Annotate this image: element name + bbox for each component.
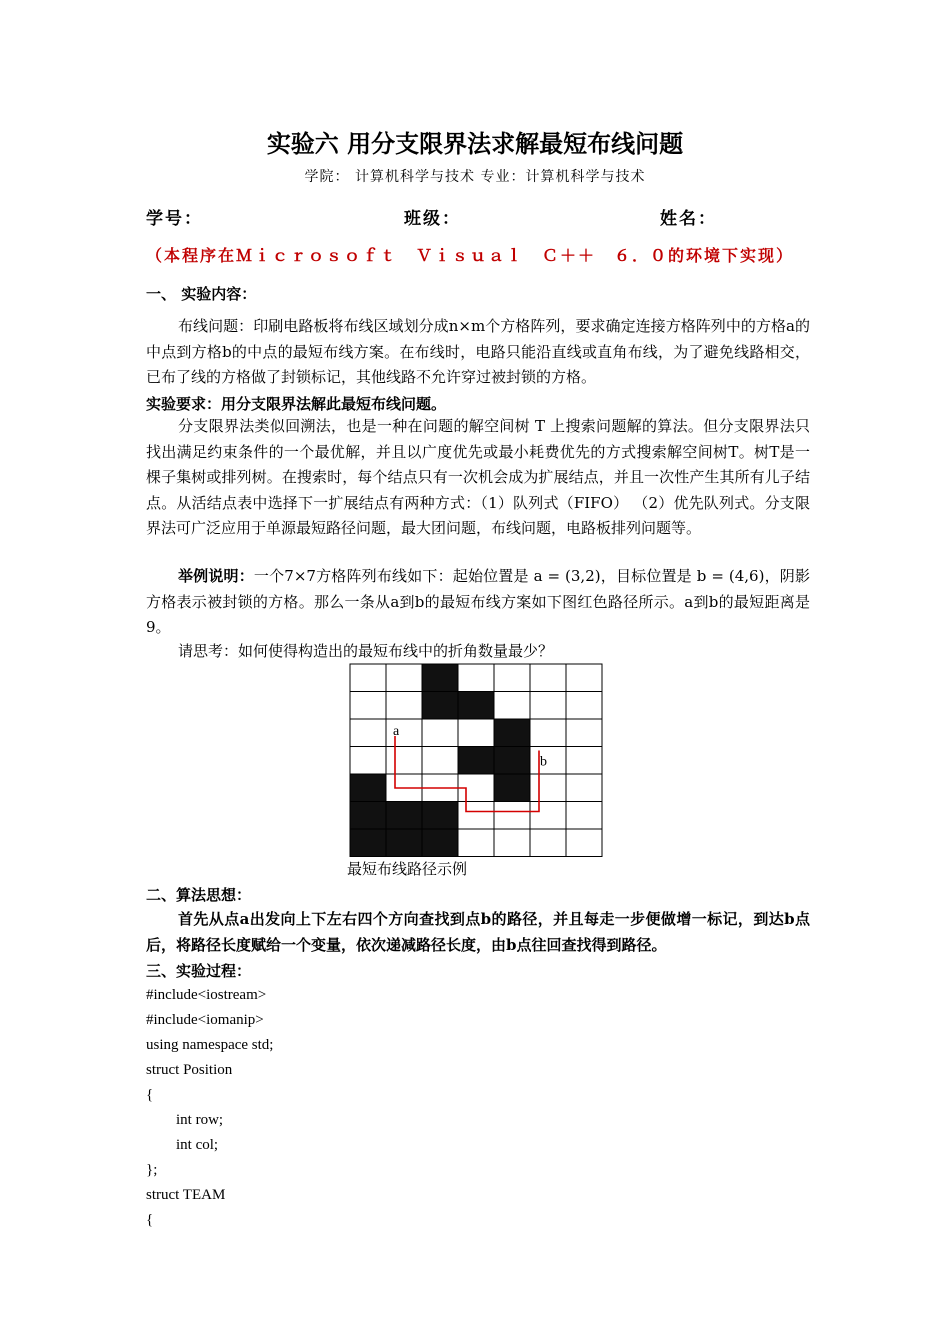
code-line: struct TEAM xyxy=(146,1187,226,1203)
grid-cell xyxy=(566,692,602,720)
grid-cell xyxy=(350,747,386,775)
grid-cell xyxy=(530,802,566,830)
grid-cell xyxy=(386,747,422,775)
class-label: 班级： xyxy=(404,209,461,229)
grid-cell xyxy=(386,664,422,692)
code-line: { xyxy=(146,1087,154,1103)
grid-cell xyxy=(494,802,530,830)
blocked-cell xyxy=(494,747,530,775)
blocked-cell xyxy=(458,747,494,775)
example-text: 一个7×7方格阵列布线如下：起始位置是 a = (3,2)，目标位置是 b = (4,6)，阴影方格表示被封锁的方格。那么一条从a到b的最短布线方案如下图红色路径所示。a到b的最短距离是9。 xyxy=(146,567,810,636)
code-block xyxy=(146,983,273,1233)
grid-cell xyxy=(458,802,494,830)
grid-cell xyxy=(530,692,566,720)
example-label: 举例说明： xyxy=(178,567,254,585)
student-id-label: 学号： xyxy=(146,209,203,229)
blocked-cell xyxy=(422,664,458,692)
wiring-problem-paragraph: 布线问题：印刷电路板将布线区域划分成n×m个方格阵列，要求确定连接方格阵列中的方格a的中点到方格b的中点的最短布线方案。在布线时，电路只能沿直线或直角布线，为了避免线路相交，已布了线的方格做了封锁标记，其他线路不允许穿过被封锁的方格。 xyxy=(146,317,810,386)
grid-cell xyxy=(458,664,494,692)
grid-cell xyxy=(494,829,530,857)
label-a: a xyxy=(393,724,400,739)
environment-note: （本程序在Ｍｉｃｒｏｓｏｆｔ Ｖｉｓｕａｌ Ｃ＋＋ ６．０的环境下实现） xyxy=(146,246,795,265)
example-paragraph xyxy=(146,564,810,641)
blocked-cell xyxy=(422,692,458,720)
blocked-cell xyxy=(350,802,386,830)
code-line: int row; xyxy=(146,1112,224,1128)
blocked-cell xyxy=(386,802,422,830)
grid-cell xyxy=(566,747,602,775)
section3-heading: 三、实验过程： xyxy=(146,962,252,980)
code-line: #include<iostream> xyxy=(146,987,267,1003)
wiring-grid-figure xyxy=(349,663,603,857)
blocked-cell xyxy=(350,774,386,802)
grid-cell xyxy=(530,719,566,747)
grid-cell xyxy=(422,747,458,775)
section2-heading: 二、算法思想： xyxy=(146,886,252,904)
grid-cell xyxy=(530,747,566,775)
figure-caption: 最短布线路径示例 xyxy=(347,860,468,878)
grid-cell xyxy=(458,719,494,747)
grid-cell xyxy=(350,719,386,747)
blocked-cell xyxy=(458,692,494,720)
grid-cell xyxy=(386,692,422,720)
grid-cell xyxy=(566,719,602,747)
grid-cell xyxy=(566,802,602,830)
code-line: int col; xyxy=(146,1137,219,1153)
requirement-line: 实验要求：用分支限界法解此最短布线问题。 xyxy=(146,395,447,413)
code-line: #include<iomanip> xyxy=(146,1012,264,1028)
code-line: struct Position xyxy=(146,1062,233,1078)
grid-cell xyxy=(494,692,530,720)
subtitle: 学院： 计算机科学与技术 专业：计算机科学与技术 xyxy=(304,169,646,185)
grid-cell xyxy=(386,719,422,747)
blocked-cell xyxy=(422,802,458,830)
branch-bound-paragraph: 分支限界法类似回溯法，也是一种在问题的解空间树 T 上搜索问题解的算法。但分支限界法只找出满足约束条件的一个最优解，并且以广度优先或最小耗费优先的方式搜索解空间树T。树T是一棵子集树或排列树。在搜索时，每个结点只有一次机会成为扩展结点，并且一次性产生其所有儿子结点。从活结点表中选择下一扩展结点有两种方式：（1）队列式（FIFO） （2）优先队列式。分支限界法可广泛应用于单源最短路径问题，最大团问题，布线问题，电路板排列问题等。 xyxy=(146,417,810,537)
grid-cell xyxy=(458,829,494,857)
grid-cell xyxy=(350,692,386,720)
grid-cell xyxy=(494,664,530,692)
think-question: 请思考：如何使得构造出的最短布线中的折角数量最少？ xyxy=(178,642,554,660)
grid-cell xyxy=(530,774,566,802)
grid-cell xyxy=(422,719,458,747)
code-line: }; xyxy=(146,1162,158,1178)
page-title: 实验六 用分支限界法求解最短布线问题 xyxy=(266,130,684,158)
grid-cell xyxy=(530,664,566,692)
blocked-cell xyxy=(422,829,458,857)
grid-cell xyxy=(530,829,566,857)
blocked-cell xyxy=(494,774,530,802)
code-line: { xyxy=(146,1212,154,1228)
blocked-cell xyxy=(494,719,530,747)
algorithm-text: 首先从点a出发向上下左右四个方向查找到点b的路径，并且每走一步便做增一标记，到达b点后，将路径长度赋给一个变量，依次递减路径长度，由b点往回查找得到路径。 xyxy=(146,910,810,954)
grid-cell xyxy=(566,774,602,802)
grid-cell xyxy=(566,829,602,857)
blocked-cell xyxy=(386,829,422,857)
blocked-cell xyxy=(350,829,386,857)
grid-cell xyxy=(350,664,386,692)
label-b: b xyxy=(540,754,547,770)
section1-heading: 一、 实验内容： xyxy=(146,285,257,303)
name-label: 姓名： xyxy=(660,209,717,229)
grid-cell xyxy=(566,664,602,692)
code-line: using namespace std; xyxy=(146,1037,274,1053)
